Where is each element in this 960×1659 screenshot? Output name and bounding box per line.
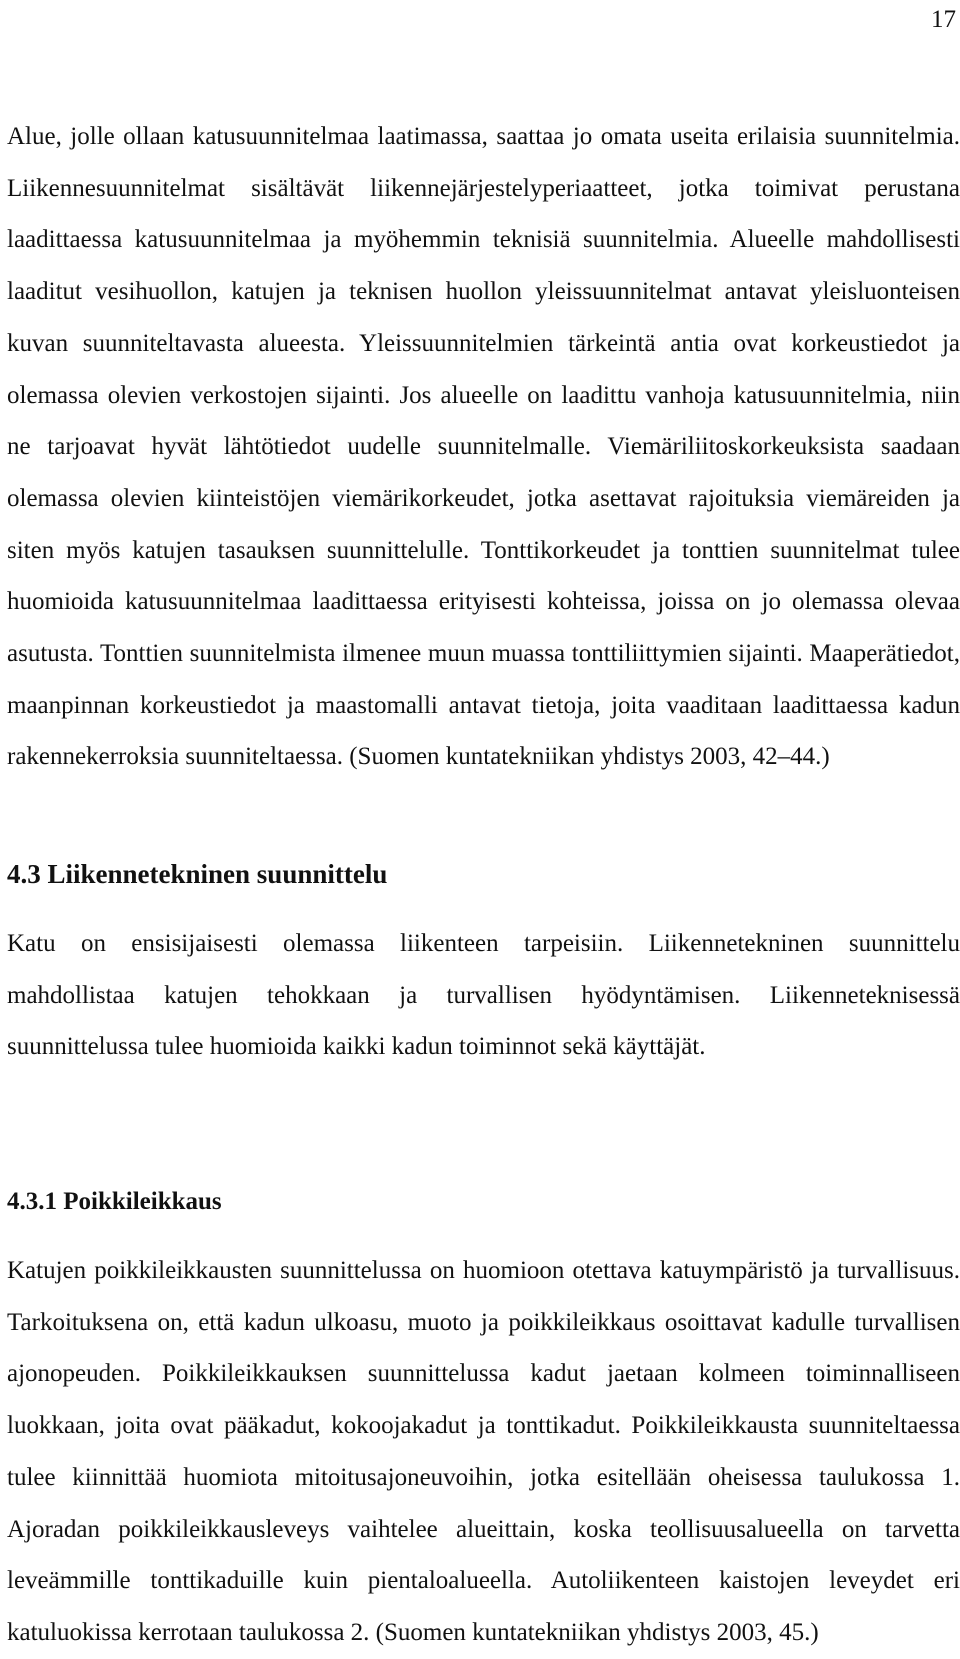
section-heading-4-3: 4.3 Liikennetekninen suunnittelu xyxy=(7,859,388,889)
body-paragraph-existing-plans: Alue, jolle ollaan katusuunnitelmaa laatimassa, saattaa jo omata useita erilaisia suunnitelmia. Liikennesuunnitelmat sisältävät liikennejärjestelyperiaatteet, jotka toimivat perustana laadittaessa katusuunnitelmaa ja myöhemmin teknisiä suunnitelmia. Alueelle mahdollisesti laaditut vesihuollon, katujen ja teknisen huollon yleissuunnitelmat antavat yleisluonteisen kuvan suunniteltavasta alueesta. Yleissuunnitelmien tärkeintä antia ovat korkeustiedot ja olemassa olevien verkostojen sijainti. Jos alueelle on laadittu vanhoja katusuunnitelmia, niin ne tarjoavat hyvät lähtötiedot uudelle suunnitelmalle. Viemäriliitoskorkeuksista saadaan olemassa olevien kiinteistöjen viemärikorkeudet, jotka asettavat rajoituksia viemäreiden ja siten myös katujen tasauksen suunnittelulle. Tonttikorkeudet ja tonttien suunnitelmat tulee huomioida katusuunnitelmaa laadittaessa erityisesti kohteissa, joissa on jo olemassa olevaa asutusta. Tonttien suunnitelmista ilmenee muun muassa tonttiliittymien sijainti. Maaperätiedot, maanpinnan korkeustiedot ja maastomalli antavat tietoja, joita vaaditaan laadittaessa kadun rakennekerroksia suunniteltaessa. (Suomen kuntatekniikan yhdistys 2003, 42–44.) xyxy=(7,123,960,771)
body-paragraph-traffic-planning: Katu on ensisijaisesti olemassa liikenteen tarpeisiin. Liikennetekninen suunnittelu mahdollistaa katujen tehokkaan ja turvallisen hyödyntämisen. Liikenneteknisessä suunnittelussa tulee huomioida kaikki kadun toiminnot sekä käyttäjät. xyxy=(7,930,960,1061)
subsection-heading-4-3-1: 4.3.1 Poikkileikkaus xyxy=(7,1188,222,1215)
page-number: 17 xyxy=(931,6,956,33)
body-paragraph-cross-section: Katujen poikkileikkausten suunnittelussa on huomioon otettava katuympäristö ja turvallisuus. Tarkoituksena on, että kadun ulkoasu, muoto ja poikkileikkaus osoittavat kadulle turvallisen ajonopeuden. Poikkileikkauksen suunnittelussa kadut jaetaan kolmeen toiminnalliseen luokkaan, joita ovat pääkadut, kokoojakadut ja tonttikadut. Poikkileikkausta suunniteltaessa tulee kiinnittää huomiota mitoitusajoneuvoihin, jotka esitellään oheisessa taulukossa 1. Ajoradan poikkileikkausleveys vaihtelee alueittain, koska teollisuusalueella on tarvetta leveämmille tonttikaduille kuin pientaloalueella. Autoliikenteen kaistojen leveydet eri katuluokissa kerrotaan taulukossa 2. (Suomen kuntatekniikan yhdistys 2003, 45.) xyxy=(7,1257,960,1646)
